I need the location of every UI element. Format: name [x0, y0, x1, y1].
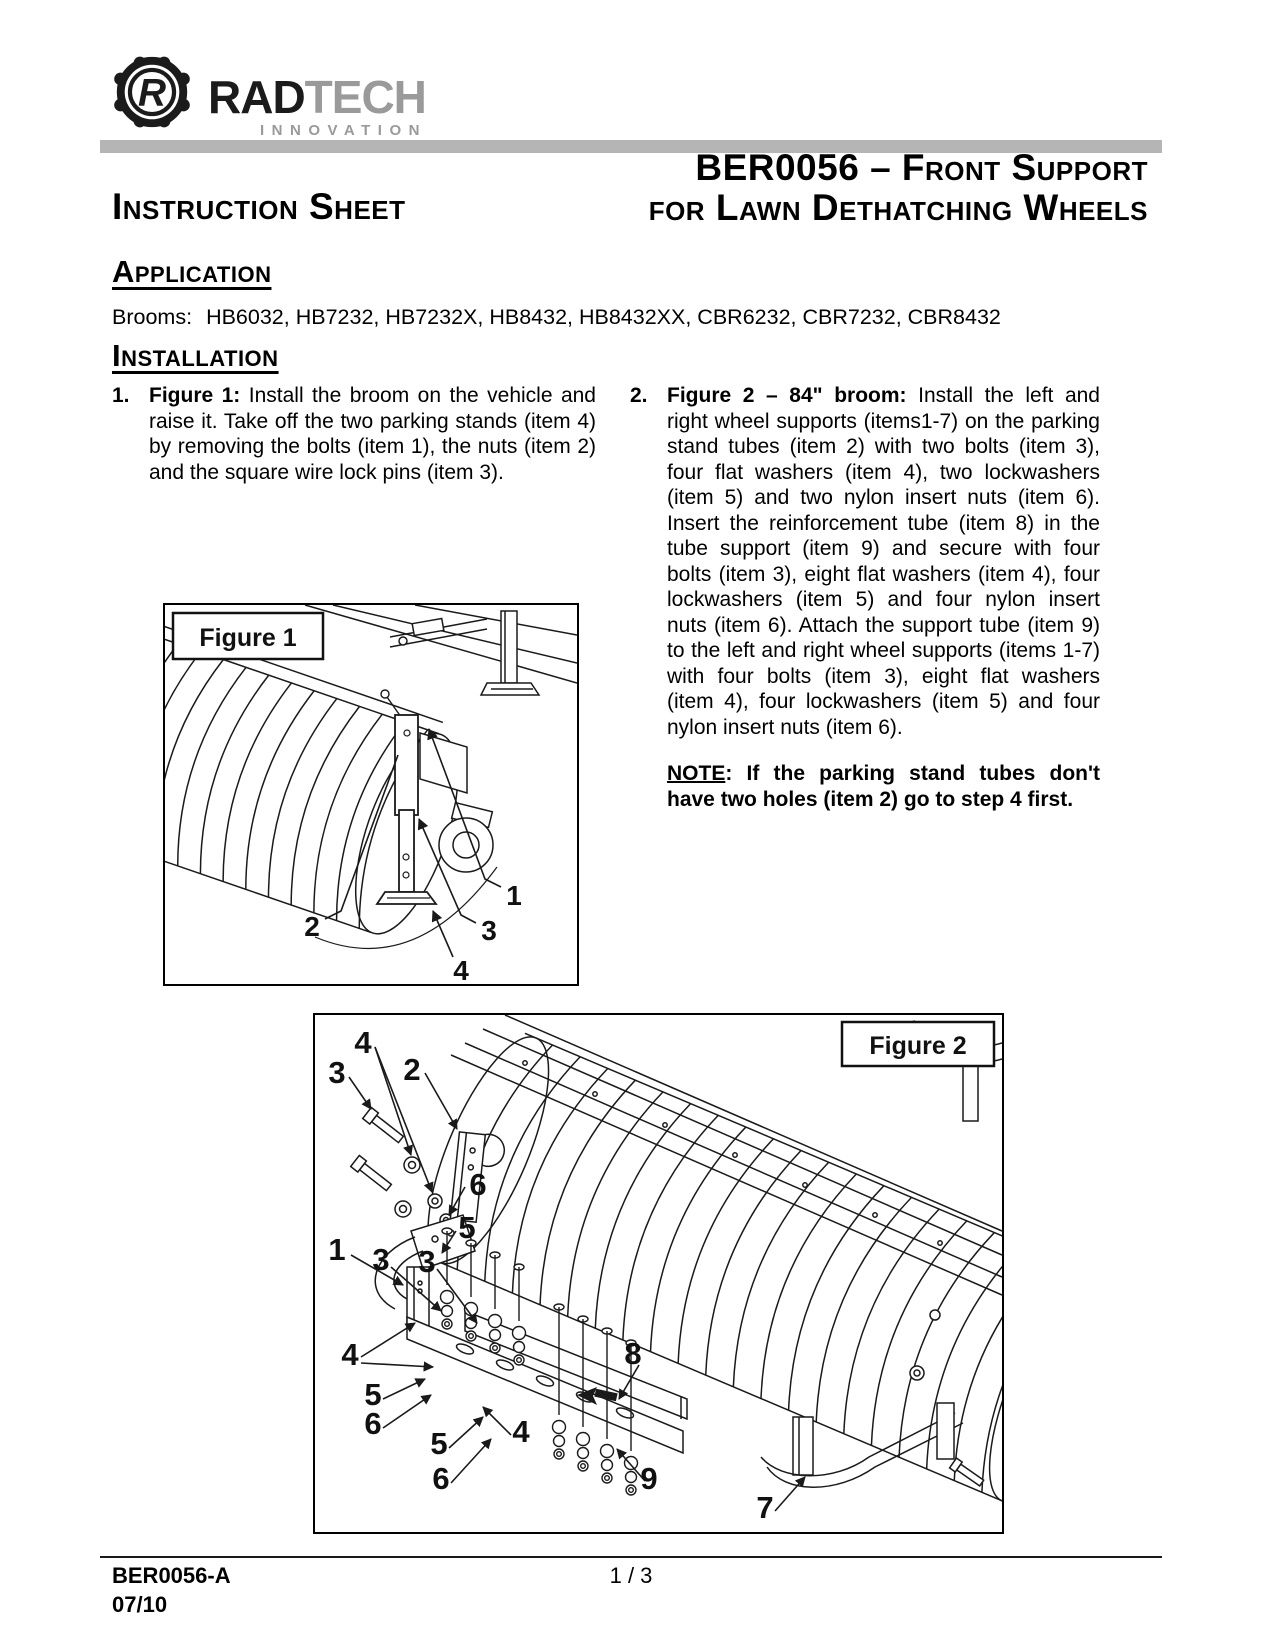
note-text: : If the parking stand tubes don't have two holes (item 2) go to step 4 first.: [667, 762, 1100, 811]
right-support-tube: [761, 1310, 985, 1488]
gear-r-logo-icon: [110, 50, 194, 134]
figure2-callout-5b: 5: [364, 1377, 382, 1412]
step-1-number: 1.: [112, 384, 130, 407]
step-1: [112, 383, 596, 485]
step-1-lead: Figure 1:: [149, 384, 241, 407]
figure1-callout-2: 2: [304, 911, 320, 942]
step-2-lead: Figure 2 – 84" broom:: [667, 384, 907, 407]
footer-revision-date: 07/10: [112, 1592, 168, 1617]
figure-2-drawing: [315, 1015, 1002, 1532]
vehicle-frame-lines: [305, 605, 577, 695]
brooms-line: [112, 305, 1001, 330]
note-label: NOTE: [667, 762, 726, 785]
figure2-callout-6b: 6: [364, 1406, 382, 1441]
figure-2: [313, 1013, 1004, 1534]
logo-letter: R: [137, 71, 167, 115]
figure1-callout-1: 1: [506, 880, 522, 911]
figure2-callout-5c: 5: [430, 1426, 448, 1461]
figure-1-drawing: [165, 605, 577, 984]
figure2-callout-4c: 4: [512, 1414, 530, 1449]
figure2-callout-3b: 3: [372, 1242, 390, 1277]
brand-tech: TECH: [304, 71, 426, 123]
doc-title: Instruction Sheet: [112, 186, 406, 227]
figure1-callout-4: 4: [453, 955, 469, 984]
figure2-callout-3a: 3: [328, 1055, 346, 1090]
product-title: [649, 148, 1148, 228]
figure2-callout-2: 2: [403, 1052, 421, 1087]
parking-stand: [377, 690, 436, 904]
figure2-callout-6c: 6: [432, 1461, 450, 1496]
footer-doc-code: BER0056-A: [112, 1563, 231, 1588]
support-and-reinforcement-tubes: [407, 1311, 687, 1453]
brooms-list: HB6032, HB7232, HB7232X, HB8432, HB8432XX, CBR6232, CBR7232, CBR8432: [206, 305, 1001, 329]
figure2-callout-1: 1: [328, 1232, 346, 1267]
figure-1: [163, 603, 579, 986]
figure1-callout-3: 3: [481, 915, 497, 946]
figure2-callout-4a: 4: [354, 1025, 372, 1060]
step-2-number: 2.: [630, 384, 648, 407]
figure2-callout-8: 8: [624, 1336, 642, 1371]
brand-tagline: INNOVATION: [260, 122, 427, 139]
footer-page-number: 1 / 3: [609, 1563, 653, 1588]
application-heading: Application: [112, 254, 272, 289]
installation-heading: Installation: [112, 338, 279, 373]
figure2-callout-9: 9: [640, 1461, 658, 1496]
brand-text: [208, 50, 427, 138]
figure2-callout-6a: 6: [469, 1167, 487, 1202]
column-right: [630, 383, 1100, 812]
product-title-line1: BER0056 – Front Support: [695, 147, 1148, 188]
brooms-label: Brooms:: [112, 305, 193, 329]
footer-divider: [100, 1556, 1162, 1558]
figure2-callout-7: 7: [756, 1490, 774, 1525]
step-1-text: Install the broom on the vehicle and raise it. Take off the two parking stands (item 4) by removing the bolts (item 1), the nuts (item 2) and the square wire lock pins (item 3).: [149, 384, 596, 484]
figure2-callout-4b: 4: [341, 1337, 359, 1372]
step-2: [630, 383, 1100, 740]
product-title-line2: for Lawn Dethatching Wheels: [648, 187, 1148, 228]
radtech-logo: [110, 50, 427, 138]
figure-2-caption: Figure 2: [869, 1032, 967, 1060]
note-paragraph: [667, 761, 1100, 812]
column-left: [112, 383, 596, 485]
spiral-broom: [404, 1022, 1002, 1516]
step-2-text: Install the left and right wheel supports (items1-7) on the parking stand tubes (item 2) with two bolts (item 3), four flat washers (item 4), two lockwashers (item 5) and two nylon insert nuts (item 6). Insert the reinforcement tube (item 8) in the tube support (item 9) and secure with four bolts (item 3), eight flat washers (item 4), four lockwashers (item 5) and four nylon insert nuts (item 6). Attach the support tube (item 9) to the left and right wheel supports (items 1-7) with four bolts (item 3), eight flat washers (item 4), four lockwashers (item 5) and four nylon insert nuts (item 6).: [667, 384, 1100, 739]
figure-1-caption: Figure 1: [199, 624, 297, 652]
figure2-callout-3c: 3: [418, 1244, 436, 1279]
figure2-callout-5a: 5: [458, 1210, 476, 1245]
brand-rad: RAD: [208, 71, 305, 123]
